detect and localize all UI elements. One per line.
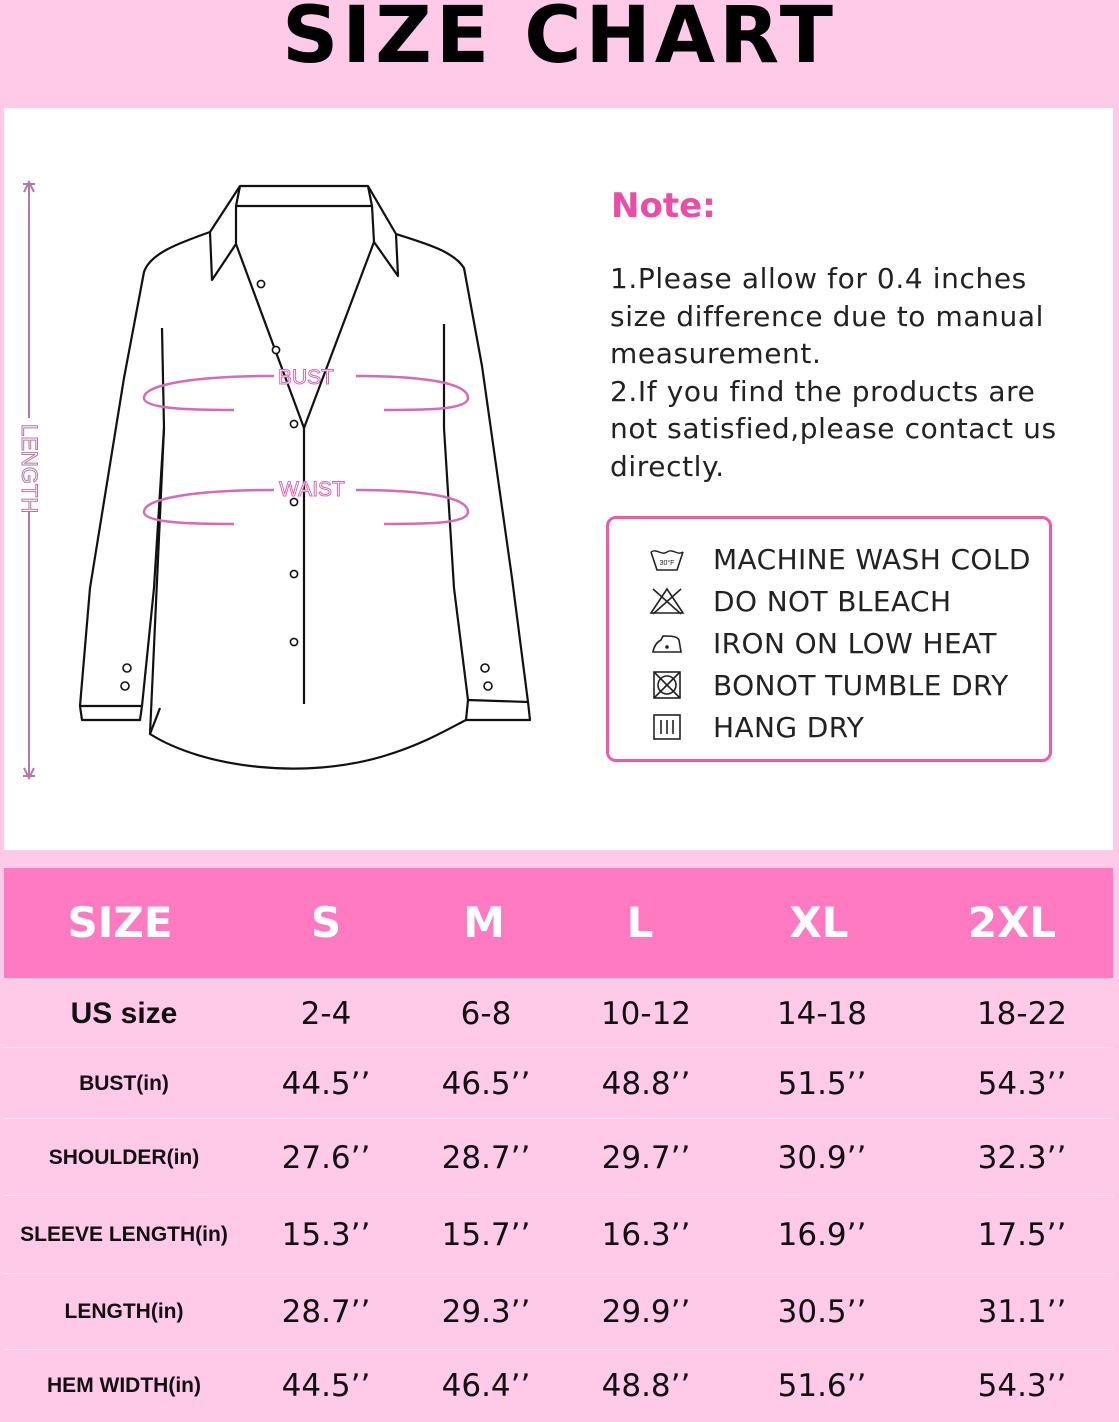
row-label: SLEEVE LENGTH(in) — [20, 1223, 228, 1246]
table-cell: 46.5’’ — [441, 1065, 531, 1102]
waist-label: WAIST — [279, 478, 345, 501]
table-cell: 28.7’’ — [281, 1294, 371, 1330]
table-row — [4, 1047, 1113, 1119]
table-cell: 48.8’’ — [601, 1065, 691, 1102]
table-cell: 32.3’’ — [977, 1139, 1067, 1176]
row-label: HEM WIDTH(in) — [47, 1374, 201, 1397]
header-2xl: 2XL — [967, 898, 1057, 947]
table-cell: 44.5’’ — [281, 1368, 371, 1404]
table-cell: 44.5’’ — [281, 1065, 371, 1102]
table-cell: 17.5’’ — [977, 1217, 1067, 1253]
care-item — [649, 665, 1009, 705]
care-text: BONOT TUMBLE DRY — [713, 668, 1009, 702]
table-cell: 31.1’’ — [977, 1294, 1067, 1330]
care-item — [649, 539, 1031, 579]
table-row — [4, 1195, 1113, 1274]
row-label: LENGTH(in) — [64, 1300, 184, 1323]
table-cell: 10-12 — [600, 996, 692, 1032]
table-row — [4, 979, 1113, 1048]
care-text: HANG DRY — [713, 710, 865, 744]
care-item — [649, 581, 951, 621]
table-row — [4, 1118, 1113, 1196]
table-cell: 15.3’’ — [281, 1217, 371, 1253]
header-m: M — [463, 898, 505, 947]
no-tumble-dry-icon — [649, 670, 685, 700]
row-label: BUST(in) — [79, 1071, 169, 1095]
table-cell: 15.7’’ — [441, 1217, 531, 1253]
table-cell: 18-22 — [976, 996, 1068, 1032]
table-cell: 29.7’’ — [601, 1139, 691, 1176]
care-instructions — [606, 516, 1052, 762]
table-cell: 51.5’’ — [777, 1065, 867, 1102]
table-cell: 29.9’’ — [601, 1294, 691, 1330]
table-cell: 28.7’’ — [441, 1139, 531, 1176]
table-cell: 27.6’’ — [281, 1139, 371, 1176]
care-text: IRON ON LOW HEAT — [713, 626, 997, 660]
info-panel — [4, 108, 1113, 850]
table-cell: 46.4’’ — [441, 1368, 531, 1404]
care-text: DO NOT BLEACH — [713, 584, 952, 618]
header-l: L — [626, 898, 654, 947]
bust-label: BUST — [277, 366, 335, 389]
table-cell: 14-18 — [776, 996, 868, 1032]
hang-dry-icon — [649, 712, 685, 742]
table-cell: 30.5’’ — [777, 1294, 867, 1330]
table-cell: 2-4 — [300, 996, 352, 1032]
table-cell: 16.3’’ — [601, 1217, 691, 1253]
row-label: SHOULDER(in) — [48, 1145, 200, 1169]
iron-low-icon — [649, 628, 685, 658]
table-cell: 6-8 — [460, 996, 512, 1032]
header-xl: XL — [789, 898, 849, 947]
table-cell: 51.6’’ — [777, 1368, 867, 1404]
svg-text:30°F: 30°F — [659, 560, 675, 567]
shirt-diagram — [4, 108, 604, 850]
no-bleach-icon — [649, 586, 685, 616]
table-cell: 29.3’’ — [441, 1294, 531, 1330]
table-row — [4, 1273, 1113, 1350]
table-cell: 30.9’’ — [777, 1139, 867, 1176]
note-heading: Note: — [611, 186, 716, 226]
page-title: SIZE CHART — [282, 0, 837, 81]
table-row — [4, 1349, 1113, 1422]
wash-cold-icon — [649, 544, 685, 574]
care-item — [649, 707, 864, 747]
table-cell: 48.8’’ — [601, 1368, 691, 1404]
table-cell: 54.3’’ — [977, 1368, 1067, 1404]
row-label: US size — [70, 997, 178, 1030]
table-cell: 54.3’’ — [977, 1065, 1067, 1102]
note-text — [610, 260, 1060, 485]
care-text: MACHINE WASH COLD — [713, 542, 1031, 576]
care-item — [649, 623, 997, 663]
size-table-header — [4, 868, 1113, 978]
note-line-1: 1.Please allow for 0.4 inches size difference due to manual measurement. — [610, 262, 1044, 370]
table-cell: 16.9’’ — [777, 1217, 867, 1253]
length-label: LENGTH — [17, 424, 42, 514]
header-size: SIZE — [67, 898, 173, 947]
header-s: S — [310, 898, 342, 947]
note-line-2: 2.If you find the products are not satisfied,please contact us directly. — [610, 374, 1057, 483]
